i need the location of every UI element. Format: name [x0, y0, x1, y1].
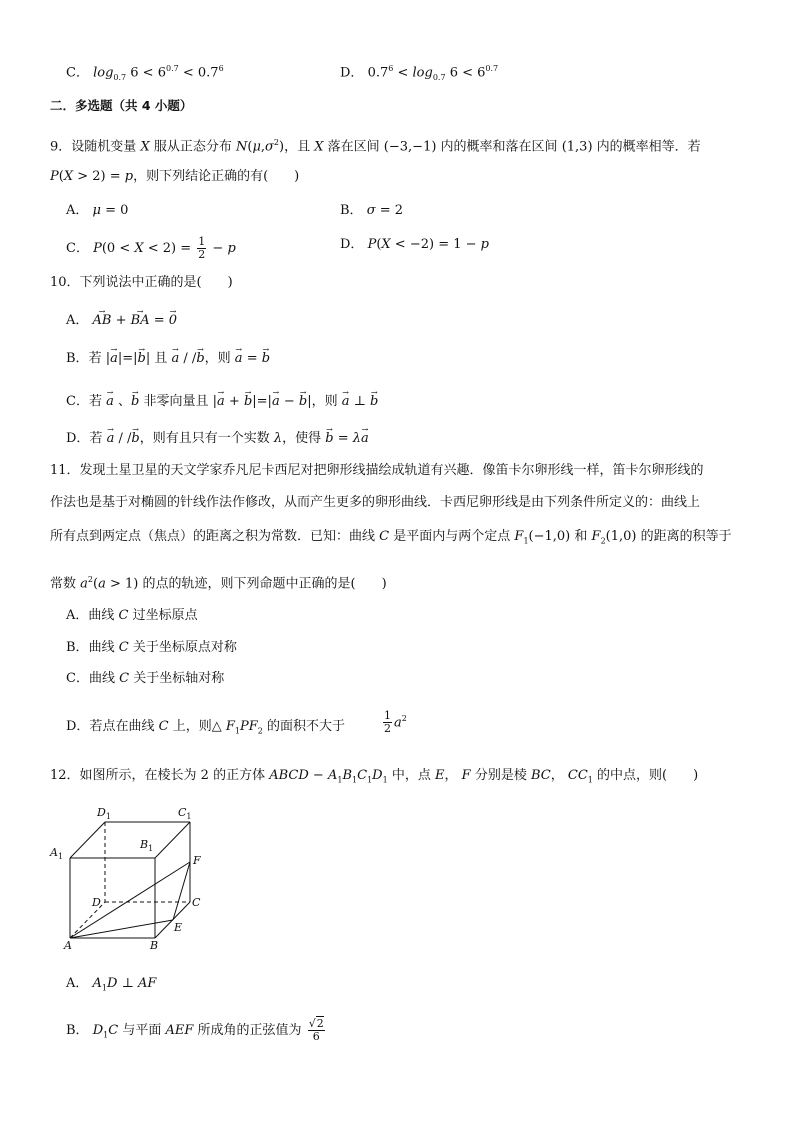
- q12-stem: 12．如图所示，在棱长为 2 的正方体 ABCD − $A_1B_1C_1D_1$ 中，点 E， F 分别是棱 BC， $CC_1$ 的中点，则( ): [50, 768, 699, 785]
- q11-option-b: B．曲线 C 关于坐标原点对称: [66, 640, 237, 655]
- q10-option-c: C．若 → a 、→ b 非零向量且 |→ a + → b|=|→ a − → b|，则 → a ⊥ → b: [66, 393, 378, 411]
- edge-a1d1: [70, 822, 105, 858]
- q11-option-d-fraction: $\frac{1}{2}$ $a^2$: [384, 709, 407, 736]
- fraction-sqrt2-over-6: $\frac{√2}{6}$: [308, 1017, 324, 1043]
- q9-option-a: A． μ = 0: [66, 203, 129, 218]
- q8-option-d: D． $0.7^6 < \log_{0.7} 6 < 6^{0.7}$: [340, 64, 499, 82]
- q12-option-b: B． $D_1C$ 与平面 AEF 所成角的正弦值为 $\frac{√2}{6}$: [66, 1017, 324, 1043]
- q11-option-c: C．曲线 C 关于坐标轴对称: [66, 671, 225, 686]
- label-c: C: [192, 896, 201, 909]
- q9-option-d: D． P(X < −2) = 1 − p: [340, 237, 489, 252]
- q8-option-c: C． $\log_{0.7} 6 < 6^{0.7} < 0.7^6$: [66, 64, 224, 82]
- q9-option-b: B． σ = 2: [340, 203, 404, 218]
- label-d1: $D_1$: [97, 806, 111, 821]
- q11-option-d: D．若点在曲线 C 上，则△ $F_1PF_2$ 的面积不大于: [66, 719, 345, 736]
- label-b1: $B_1$: [140, 838, 154, 853]
- section-heading: 二．多选题（共 4 小题）: [50, 98, 193, 113]
- label-f: F: [193, 854, 201, 867]
- q10-stem: 10．下列说法中正确的是( ): [50, 275, 233, 290]
- q10-option-b: B．若 |→ a|=|→ b| 且 → a / /→ b，则 → a = → b: [66, 350, 270, 368]
- q10-option-d: D．若 → a / /→ b，则有且只有一个实数 λ，使得 → b = λ→ a: [66, 430, 369, 448]
- q9-stem-line2: P(X > 2) = p，则下列结论正确的有( ): [50, 169, 300, 184]
- fraction-one-half: $\frac{1}{2}$: [198, 235, 206, 261]
- label-a: A: [64, 939, 72, 950]
- q9-option-c: C． P(0 < X < 2) = $\frac{1}{2}$ − p: [66, 235, 236, 261]
- q11-option-a: A．曲线 C 过坐标原点: [66, 608, 198, 623]
- label-e: E: [174, 921, 183, 934]
- label-a1: $A_1$: [50, 846, 64, 861]
- q12-option-a: A． $A_1D$ ⊥ AF: [66, 976, 157, 993]
- q11-line4: 常数 $a^2(a > 1)$ 的点的轨迹，则下列命题中正确的是( ): [50, 575, 387, 592]
- segment-af: [70, 862, 190, 938]
- q11-line2: 作法也是基于对椭圆的针线作法作修改，从而产生更多的卵形曲线．卡西尼卵形线是由下列条件所定义的：曲线上: [50, 495, 701, 510]
- q11-line1: 11．发现土星卫星的天文学家乔凡尼卡西尼对把卵形线描绘成轨道有兴趣．像笛卡尔卵形线一样，笛卡尔卵形线的: [50, 463, 704, 478]
- q9-stem-line1: 9．设随机变量 X 服从正态分布 $N(\mu,\sigma^2)$，且 X 落在区间 (−3,−1) 内的概率和落在区间 (1,3) 内的概率相等．若: [50, 138, 701, 155]
- q10-option-a: A． → AB + → BA = → 0: [66, 312, 177, 330]
- label-c1: $C_1$: [178, 806, 192, 821]
- label-b: B: [150, 939, 159, 950]
- cube-figure: [48, 800, 202, 950]
- q11-line3: 所有点到两定点（焦点）的距离之积为常数．已知：曲线 C 是平面内与两个定点 $F_1(-1,0)$ 和 $F_2(1,0)$ 的距离的积等于: [50, 529, 732, 546]
- label-d: D: [92, 896, 101, 909]
- edge-b1c1: [155, 822, 190, 858]
